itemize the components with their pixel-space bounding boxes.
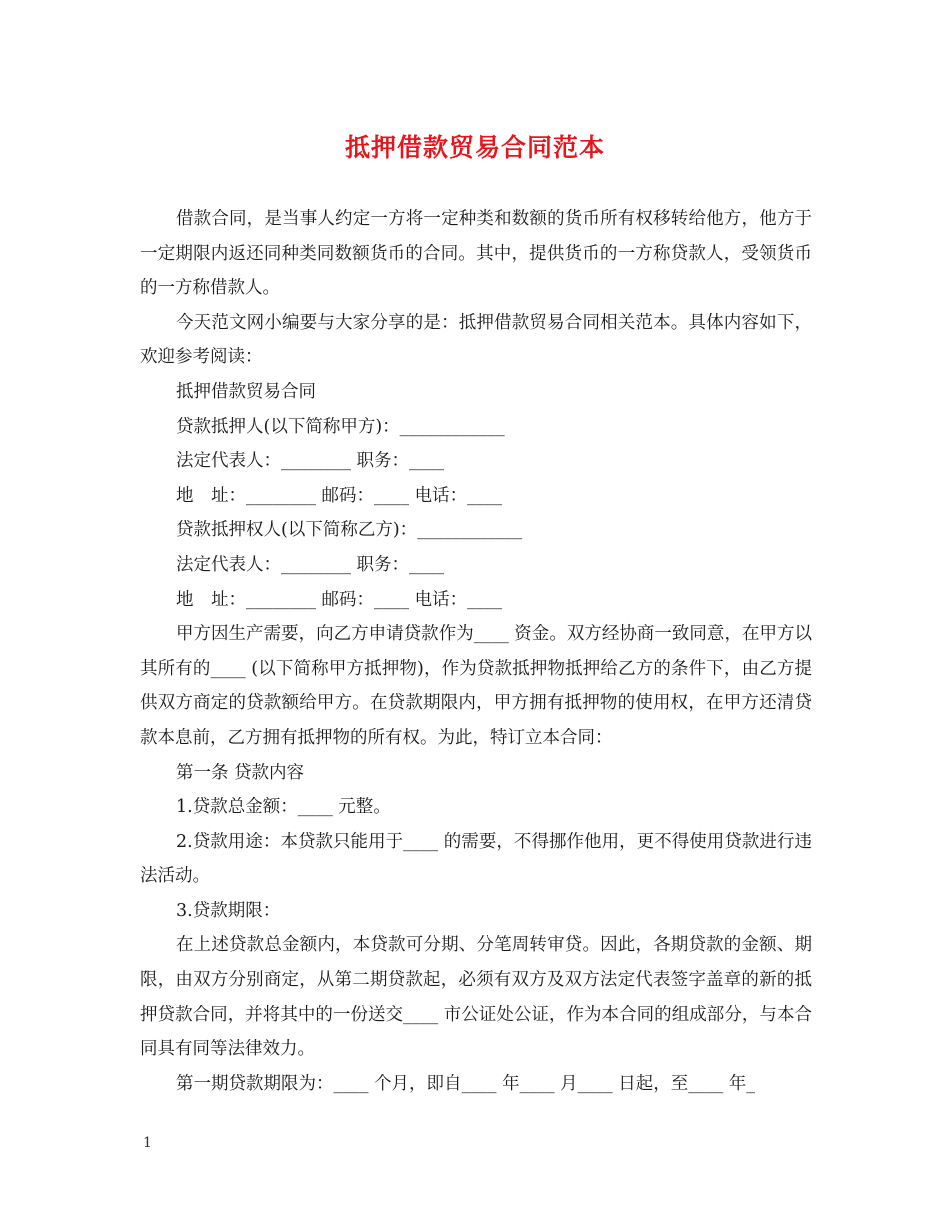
document-body xyxy=(140,202,812,1101)
paragraph-article-one-heading: 第一条 贷款内容 xyxy=(176,762,305,783)
paragraph-party-a-address: 地 址：________ 邮码：____ 电话：____ xyxy=(176,485,503,506)
paragraph-first-period: 第一期贷款期限为：____ 个月，即自____ 年____ 月____ 日起，至____ 年_ xyxy=(176,1073,756,1094)
paragraph-loan-purpose: 2.贷款用途：本贷款只能用于____ 的需要，不得挪作他用，更不得使用贷款进行违法活动。 xyxy=(140,831,812,887)
page-number: 1 xyxy=(143,1135,152,1151)
paragraph-loan-amount: 1.贷款总金额：____ 元整。 xyxy=(176,797,391,818)
document-title: 抵押借款贸易合同范本 xyxy=(344,133,605,162)
paragraph-preamble: 甲方因生产需要，向乙方申请贷款作为____ 资金。双方经协商一致同意，在甲方以其所有的____ (以下简称甲方抵押物)，作为贷款抵押物抵押给乙方的条件下，由乙方提供双方商定的贷款额给甲方。在贷款期限内，甲方拥有抵押物的使用权，在甲方还清贷款本息前，乙方拥有抵押物的所有权。为此，特订立本合同： xyxy=(140,624,812,748)
paragraph-intro: 借款合同，是当事人约定一方将一定种类和数额的货币所有权移转给他方，他方于一定期限内返还同种类同数额货币的合同。其中，提供货币的一方称贷款人，受领货币的一方称借款人。 xyxy=(140,209,812,299)
paragraph-party-a-representative: 法定代表人：________ 职务：____ xyxy=(176,451,445,472)
paragraph-loan-term-details: 在上述贷款总金额内，本贷款可分期、分笔周转审贷。因此，各期贷款的金额、期限，由双方分别商定，从第二期贷款起，必须有双方及双方法定代表签字盖章的新的抵押贷款合同，并将其中的一份送交____ 市公证处公证，作为本合同的组成部分，与本合同具有同等法律效力。 xyxy=(140,935,812,1060)
paragraph-party-b-address: 地 址：________ 邮码：____ 电话：____ xyxy=(176,589,503,610)
paragraph-party-a: 贷款抵押人(以下简称甲方)：____________ xyxy=(176,416,505,437)
paragraph-party-b: 贷款抵押权人(以下简称乙方)：____________ xyxy=(176,520,523,541)
paragraph-share-notice: 今天范文网小编要与大家分享的是：抵押借款贸易合同相关范本。具体内容如下，欢迎参考阅读： xyxy=(140,312,812,368)
paragraph-party-b-representative: 法定代表人：________ 职务：____ xyxy=(176,554,445,575)
paragraph-loan-term-heading: 3.贷款期限： xyxy=(176,900,281,921)
paragraph-contract-heading: 抵押借款贸易合同 xyxy=(176,381,316,402)
